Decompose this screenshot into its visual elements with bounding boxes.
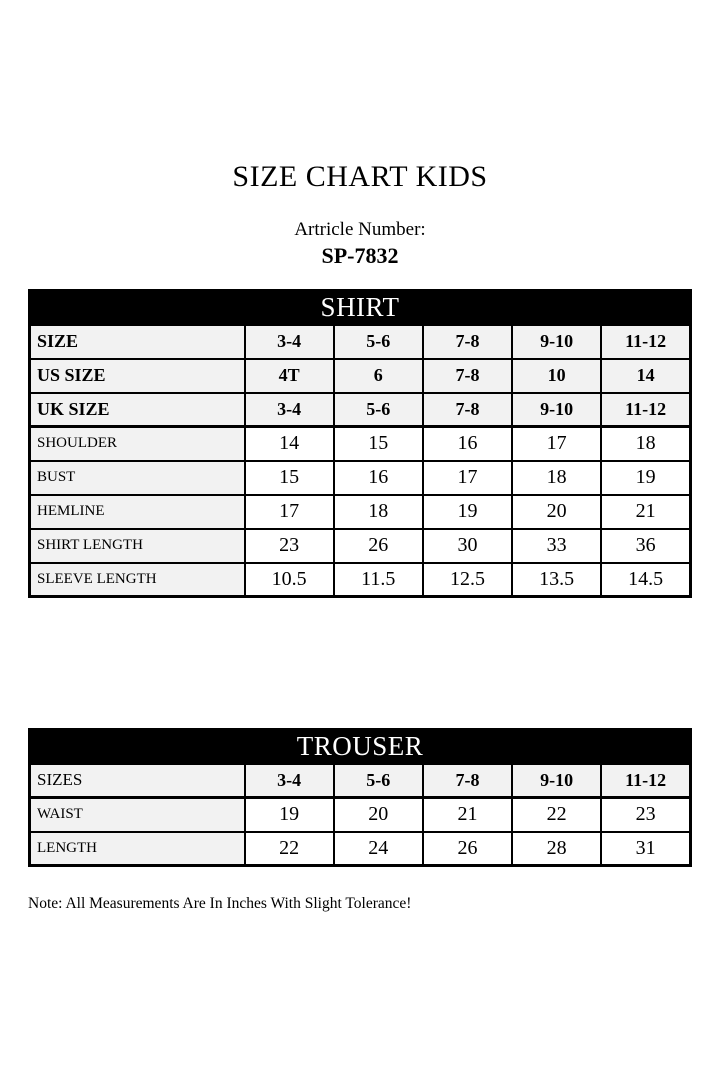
row-label: SHIRT LENGTH xyxy=(30,529,245,563)
table-row xyxy=(30,427,691,461)
trouser-size-table xyxy=(28,728,692,867)
cell-value: 7-8 xyxy=(423,359,512,393)
cell-value: 19 xyxy=(245,798,334,832)
cell-value: 4T xyxy=(245,359,334,393)
article-number-value: SP-7832 xyxy=(321,243,399,268)
cell-value: 3-4 xyxy=(245,764,334,798)
cell-value: 19 xyxy=(601,461,690,495)
cell-value: 21 xyxy=(601,495,690,529)
table-row xyxy=(30,832,691,866)
cell-value: 24 xyxy=(334,832,423,866)
cell-value: 11-12 xyxy=(601,393,690,427)
cell-value: 26 xyxy=(334,529,423,563)
row-label: LENGTH xyxy=(30,832,245,866)
table-row xyxy=(30,393,691,427)
row-label: WAIST xyxy=(30,798,245,832)
row-label: SLEEVE LENGTH xyxy=(30,563,245,597)
cell-value: 13.5 xyxy=(512,563,601,597)
cell-value: 17 xyxy=(245,495,334,529)
cell-value: 31 xyxy=(601,832,690,866)
cell-value: 22 xyxy=(512,798,601,832)
cell-value: 26 xyxy=(423,832,512,866)
cell-value: 33 xyxy=(512,529,601,563)
cell-value: 3-4 xyxy=(245,325,334,359)
table-row xyxy=(30,461,691,495)
measurement-note: Note: All Measurements Are In Inches With Slight Tolerance! xyxy=(28,895,412,912)
cell-value: 17 xyxy=(423,461,512,495)
cell-value: 11.5 xyxy=(334,563,423,597)
cell-value: 7-8 xyxy=(423,764,512,798)
table-row xyxy=(30,529,691,563)
table-header-row xyxy=(30,291,691,325)
cell-value: 20 xyxy=(334,798,423,832)
cell-value: 3-4 xyxy=(245,393,334,427)
table-row xyxy=(30,359,691,393)
table-header-row xyxy=(30,730,691,764)
cell-value: 11-12 xyxy=(601,764,690,798)
cell-value: 19 xyxy=(423,495,512,529)
table-row xyxy=(30,798,691,832)
cell-value: 9-10 xyxy=(512,764,601,798)
cell-value: 10 xyxy=(512,359,601,393)
cell-value: 17 xyxy=(512,427,601,461)
page-title: SIZE CHART KIDS xyxy=(232,160,488,193)
cell-value: 28 xyxy=(512,832,601,866)
cell-value: 23 xyxy=(245,529,334,563)
cell-value: 14 xyxy=(601,359,690,393)
cell-value: 18 xyxy=(601,427,690,461)
table-row xyxy=(30,563,691,597)
cell-value: 10.5 xyxy=(245,563,334,597)
cell-value: 18 xyxy=(334,495,423,529)
cell-value: 36 xyxy=(601,529,690,563)
row-label: SIZE xyxy=(30,325,245,359)
cell-value: 15 xyxy=(334,427,423,461)
cell-value: 7-8 xyxy=(423,325,512,359)
row-label: BUST xyxy=(30,461,245,495)
cell-value: 22 xyxy=(245,832,334,866)
shirt-table-title: SHIRT xyxy=(30,291,691,325)
cell-value: 9-10 xyxy=(512,325,601,359)
cell-value: 16 xyxy=(423,427,512,461)
row-label: SHOULDER xyxy=(30,427,245,461)
row-label: US SIZE xyxy=(30,359,245,393)
cell-value: 14.5 xyxy=(601,563,690,597)
cell-value: 5-6 xyxy=(334,325,423,359)
cell-value: 5-6 xyxy=(334,393,423,427)
cell-value: 15 xyxy=(245,461,334,495)
cell-value: 11-12 xyxy=(601,325,690,359)
cell-value: 23 xyxy=(601,798,690,832)
cell-value: 5-6 xyxy=(334,764,423,798)
cell-value: 9-10 xyxy=(512,393,601,427)
row-label: SIZES xyxy=(30,764,245,798)
cell-value: 30 xyxy=(423,529,512,563)
cell-value: 6 xyxy=(334,359,423,393)
shirt-size-table xyxy=(28,289,692,598)
cell-value: 14 xyxy=(245,427,334,461)
trouser-table-title: TROUSER xyxy=(30,730,691,764)
cell-value: 18 xyxy=(512,461,601,495)
table-row xyxy=(30,764,691,798)
row-label: HEMLINE xyxy=(30,495,245,529)
cell-value: 7-8 xyxy=(423,393,512,427)
cell-value: 21 xyxy=(423,798,512,832)
row-label: UK SIZE xyxy=(30,393,245,427)
article-number-label: Artricle Number: xyxy=(294,219,426,240)
table-row xyxy=(30,325,691,359)
cell-value: 20 xyxy=(512,495,601,529)
table-row xyxy=(30,495,691,529)
cell-value: 12.5 xyxy=(423,563,512,597)
cell-value: 16 xyxy=(334,461,423,495)
